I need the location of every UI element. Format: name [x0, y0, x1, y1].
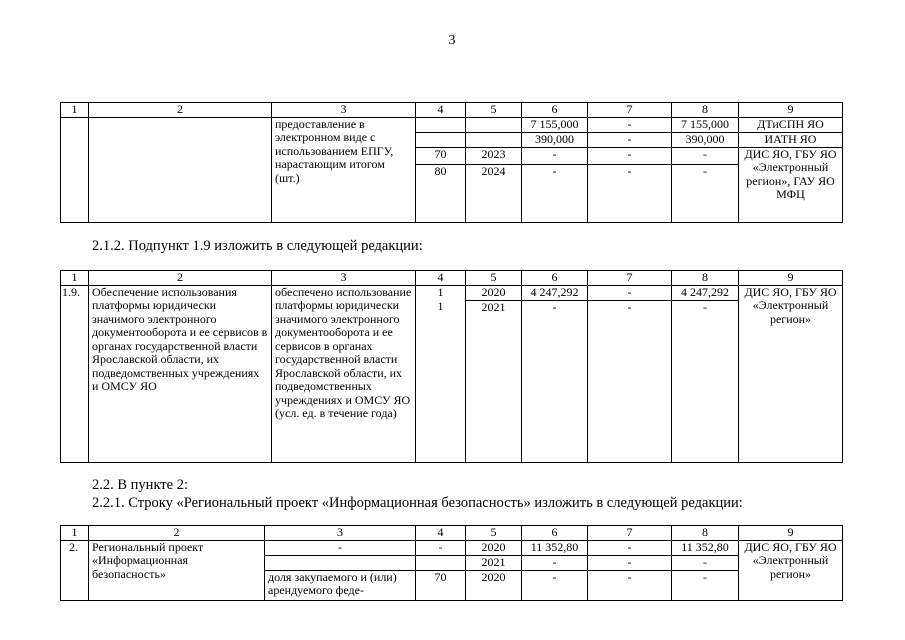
table-header-row	[61, 103, 843, 118]
regional-cell: 4 247,292	[672, 285, 739, 300]
indicator-cell: обеспечено использование платформы юридически значимого электронного документооборота и ее сервисов в органах государственной власти Ярославской области, их подведомственных учреждениях и ОМСУ ЯО (усл. ед. в течение года)	[272, 285, 416, 462]
header-col-9: 9	[739, 526, 843, 541]
executor-cell: ДИС ЯО, ГБУ ЯО «Электронный регион»	[739, 285, 843, 462]
table-subitem-1-9	[60, 270, 843, 463]
header-col-5: 5	[466, 526, 522, 541]
target-cell	[416, 117, 466, 132]
header-col-8: 8	[672, 271, 739, 286]
indicator-cell	[265, 555, 416, 570]
total-cell: -	[522, 147, 588, 164]
header-col-7: 7	[588, 103, 672, 118]
total-cell: -	[522, 164, 588, 222]
header-col-7: 7	[588, 526, 672, 541]
indicator-cell: предоставление в электронном виде с использованием ЕПГУ, нарастающим итогом (шт.)	[272, 117, 416, 222]
header-col-6: 6	[522, 271, 588, 286]
federal-cell: -	[588, 285, 672, 300]
header-col-6: 6	[522, 103, 588, 118]
year-cell: 2020	[466, 570, 522, 600]
num-cell: 1.9.	[61, 285, 89, 462]
table-header-row	[61, 526, 843, 541]
table-row	[61, 285, 843, 300]
page-number: 3	[448, 33, 456, 48]
table-regional-project	[60, 525, 843, 601]
regional-cell: 390,000	[672, 132, 739, 147]
federal-cell: -	[588, 570, 672, 600]
target-cell	[416, 132, 466, 147]
table-row	[61, 117, 843, 132]
target-cell: -	[416, 540, 466, 555]
target-cell: 1	[416, 300, 466, 462]
federal-cell: -	[588, 132, 672, 147]
num-cell	[61, 117, 89, 222]
executor-cell: ДИС ЯО, ГБУ ЯО «Электронный регион», ГАУ ЯО МФЦ	[739, 147, 843, 222]
header-col-2: 2	[89, 526, 265, 541]
header-col-4: 4	[416, 103, 466, 118]
total-cell: -	[522, 300, 588, 462]
header-col-4: 4	[416, 526, 466, 541]
paragraph-2-2-1: 2.2.1. Строку «Региональный проект «Информационная безопасность» изложить в следующей редакции:	[92, 495, 743, 511]
year-cell: 2020	[466, 285, 522, 300]
regional-cell: 11 352,80	[672, 540, 739, 555]
table-continuation	[60, 102, 843, 223]
table-row	[61, 540, 843, 555]
header-col-9: 9	[739, 103, 843, 118]
federal-cell: -	[588, 555, 672, 570]
indicator-cell: -	[265, 540, 416, 555]
target-cell: 70	[416, 570, 466, 600]
indicator-cell: доля закупаемого и (или) арендуемого феде-	[265, 570, 416, 600]
year-cell	[466, 117, 522, 132]
regional-cell: -	[672, 300, 739, 462]
paragraph-2-2: 2.2. В пункте 2:	[92, 477, 188, 493]
total-cell: 11 352,80	[522, 540, 588, 555]
header-col-2: 2	[89, 271, 272, 286]
regional-cell: -	[672, 147, 739, 164]
regional-cell: -	[672, 164, 739, 222]
header-col-1: 1	[61, 103, 89, 118]
target-cell	[416, 555, 466, 570]
num-cell: 2.	[61, 540, 89, 600]
total-cell: 7 155,000	[522, 117, 588, 132]
header-col-5: 5	[466, 271, 522, 286]
total-cell: -	[522, 570, 588, 600]
year-cell: 2021	[466, 300, 522, 462]
header-col-9: 9	[739, 271, 843, 286]
header-col-3: 3	[272, 103, 416, 118]
federal-cell: -	[588, 164, 672, 222]
header-col-7: 7	[588, 271, 672, 286]
header-col-5: 5	[466, 103, 522, 118]
paragraph-2-1-2: 2.1.2. Подпункт 1.9 изложить в следующей редакции:	[92, 238, 423, 254]
header-col-8: 8	[672, 103, 739, 118]
header-col-3: 3	[272, 271, 416, 286]
name-cell: Региональный проект «Информационная безопасность»	[89, 540, 265, 600]
table-header-row	[61, 271, 843, 286]
target-cell: 1	[416, 285, 466, 300]
name-cell	[89, 117, 272, 222]
federal-cell: -	[588, 147, 672, 164]
federal-cell: -	[588, 300, 672, 462]
target-cell: 80	[416, 164, 466, 222]
regional-cell: -	[672, 555, 739, 570]
regional-cell: 7 155,000	[672, 117, 739, 132]
year-cell: 2024	[466, 164, 522, 222]
federal-cell: -	[588, 117, 672, 132]
header-col-8: 8	[672, 526, 739, 541]
year-cell: 2023	[466, 147, 522, 164]
year-cell: 2020	[466, 540, 522, 555]
regional-cell: -	[672, 570, 739, 600]
header-col-6: 6	[522, 526, 588, 541]
header-col-4: 4	[416, 271, 466, 286]
target-cell: 70	[416, 147, 466, 164]
year-cell: 2021	[466, 555, 522, 570]
header-col-1: 1	[61, 526, 89, 541]
header-col-3: 3	[265, 526, 416, 541]
header-col-2: 2	[89, 103, 272, 118]
year-cell	[466, 132, 522, 147]
total-cell: 4 247,292	[522, 285, 588, 300]
name-cell: Обеспечение использования платформы юридически значимого электронного документооборота и ее сервисов в органах государственной власти Ярославской области, их подведомственных учреждениях и ОМСУ ЯО	[89, 285, 272, 462]
executor-cell: ДИС ЯО, ГБУ ЯО «Электронный регион»	[739, 540, 843, 600]
total-cell: -	[522, 555, 588, 570]
executor-cell: ДТиСПН ЯО	[739, 117, 843, 132]
header-col-1: 1	[61, 271, 89, 286]
total-cell: 390,000	[522, 132, 588, 147]
executor-cell: ИАТН ЯО	[739, 132, 843, 147]
federal-cell: -	[588, 540, 672, 555]
